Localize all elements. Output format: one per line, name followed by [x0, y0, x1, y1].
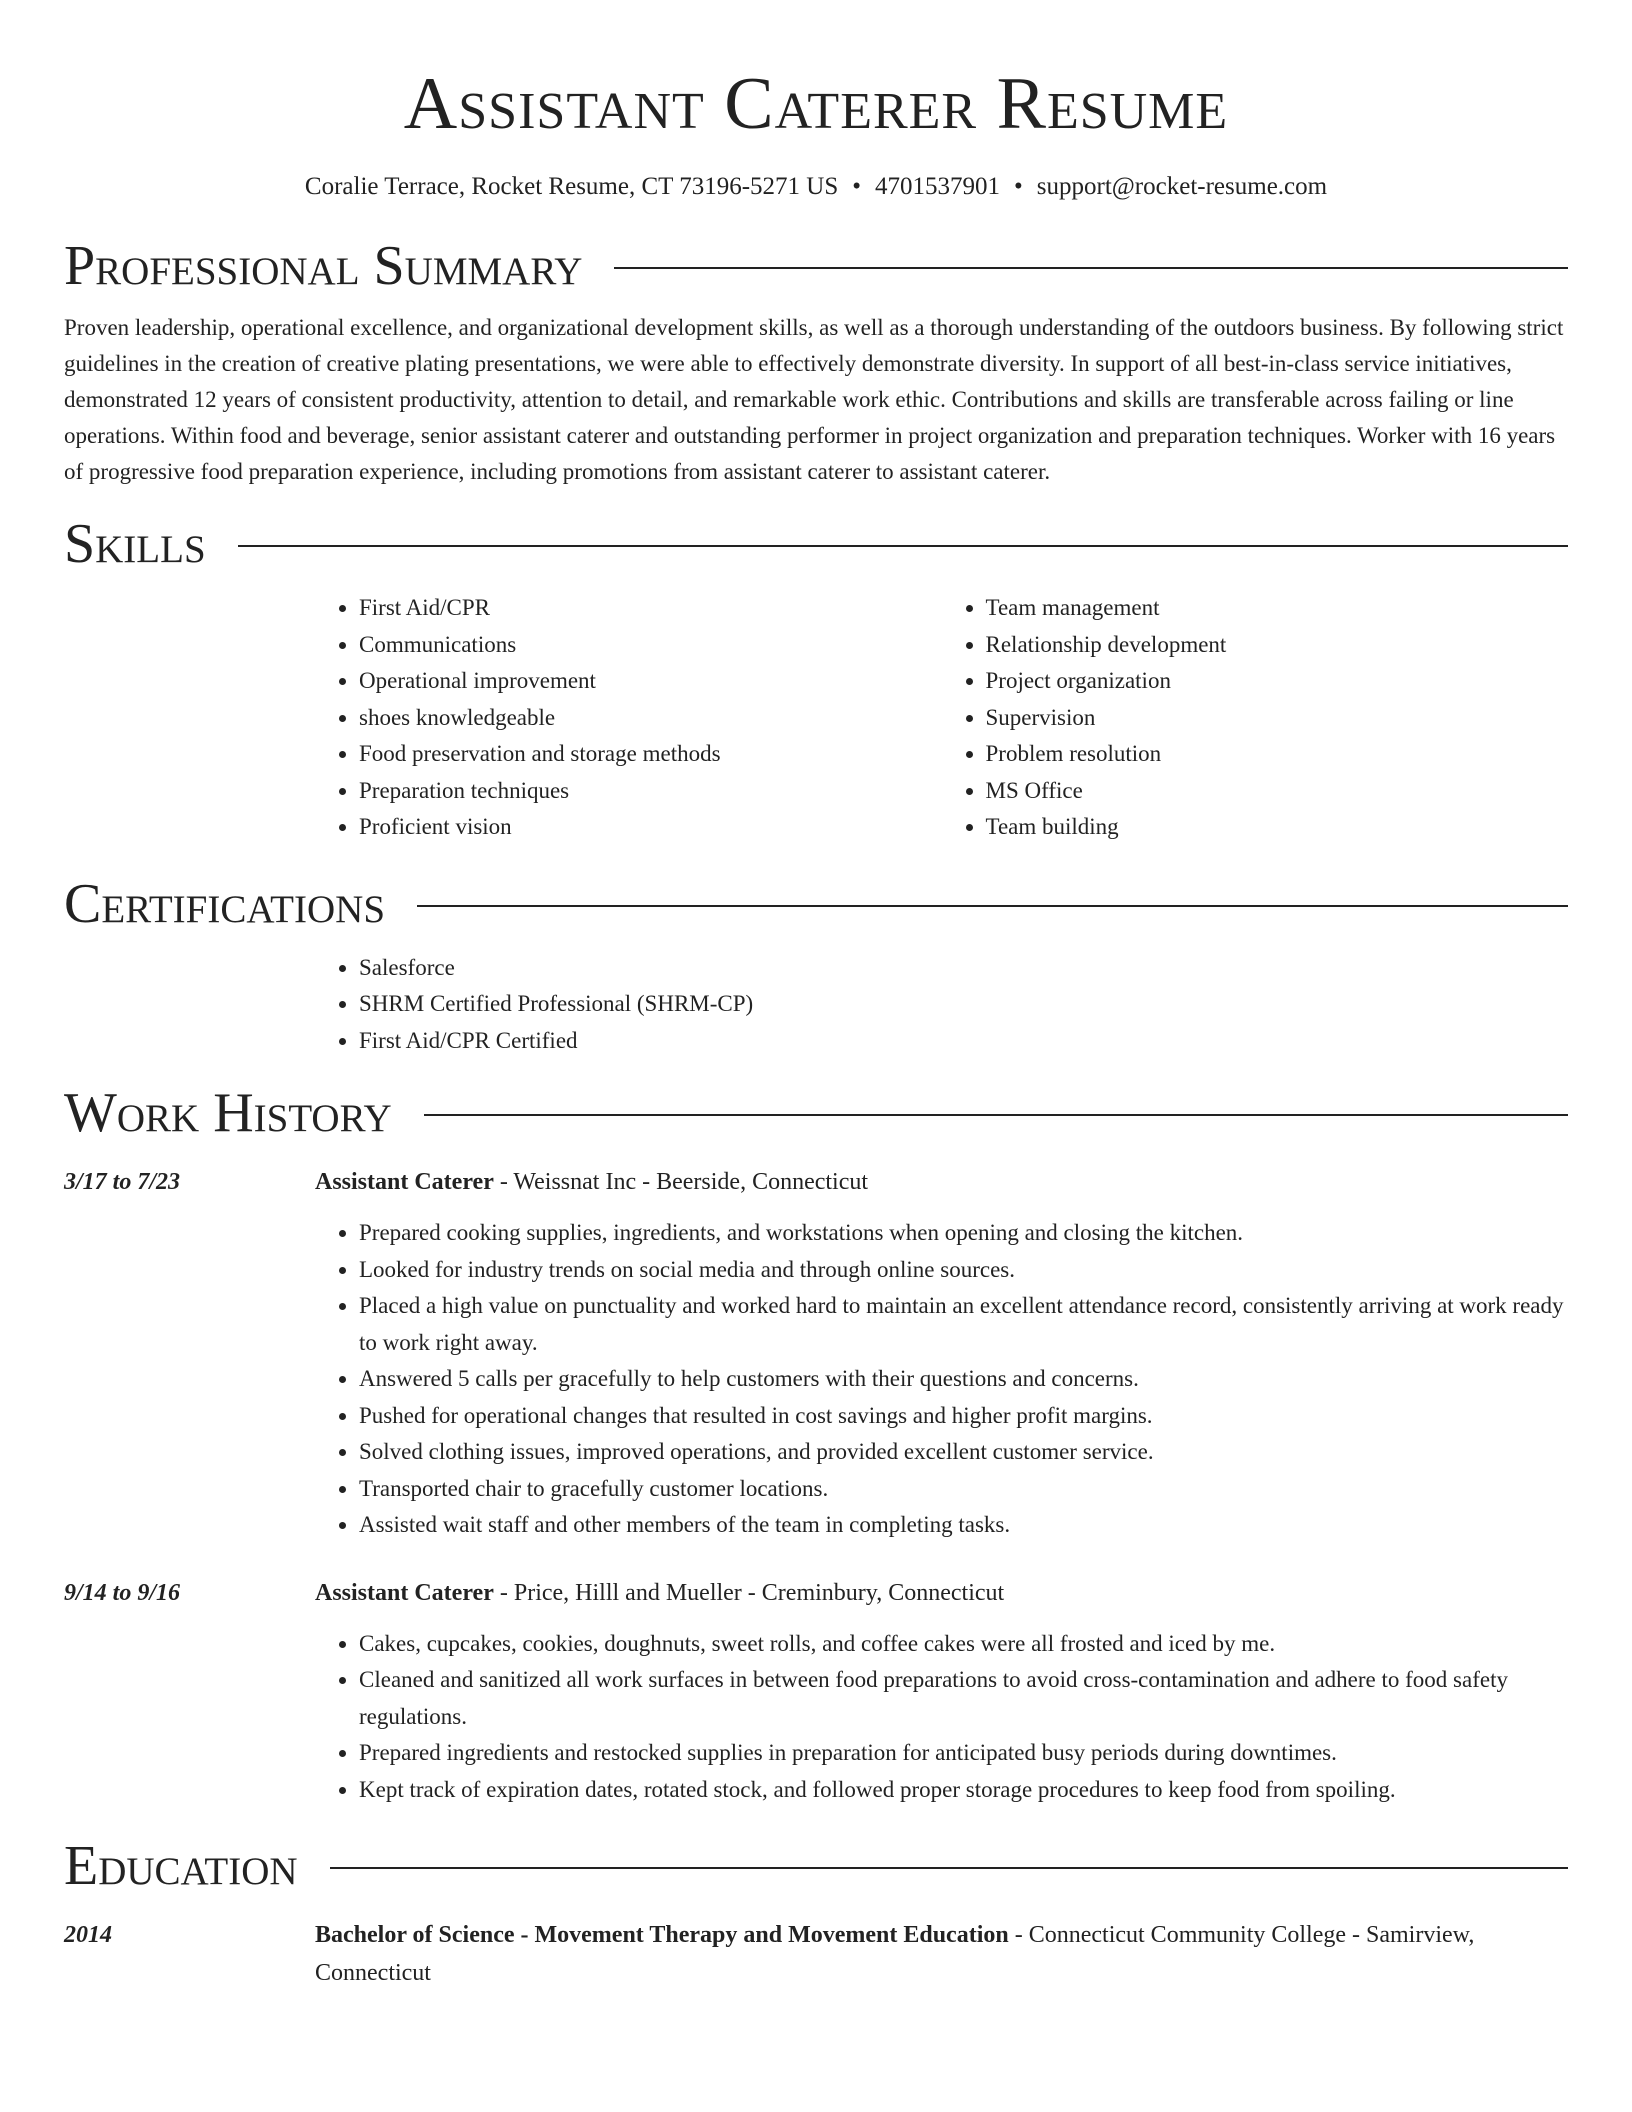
resume-page: [64, 0, 1568, 1992]
skill-item: • First Aid/CPR: [359, 590, 942, 627]
skill-item: • Relationship development: [986, 627, 1569, 664]
job-bullet: • Kept track of expiration dates, rotated stock, and followed proper storage procedures to keep food from spoiling.: [359, 1772, 1568, 1809]
summary-heading: Professional Summary: [64, 235, 583, 297]
skill-item: • Operational improvement: [359, 663, 942, 700]
job-bullet: • Placed a high value on punctuality and worked hard to maintain an excellent attendance record, consistently arriving at work ready to work right away.: [359, 1288, 1568, 1361]
section-divider: [614, 267, 1568, 269]
job-bullet: • Cakes, cupcakes, cookies, doughnuts, sweet rolls, and coffee cakes were all frosted and iced by me.: [359, 1626, 1568, 1663]
education-section-header: [64, 1834, 1568, 1898]
skills-column-right: [942, 590, 1569, 846]
contact-separator: •: [852, 173, 862, 200]
skill-item: • Project organization: [986, 663, 1569, 700]
job-bullets: [315, 1626, 1568, 1809]
job-title: Assistant Caterer: [315, 1169, 494, 1195]
skills-list: [315, 590, 1568, 846]
job-bullet: • Transported chair to gracefully customer locations.: [359, 1471, 1568, 1508]
section-divider: [330, 1867, 1568, 1869]
skill-item: • Team management: [986, 590, 1569, 627]
job-bullet: • Pushed for operational changes that resulted in cost savings and higher profit margins.: [359, 1398, 1568, 1435]
skill-item: • Supervision: [986, 700, 1569, 737]
section-divider: [238, 545, 1568, 547]
skill-item: • Proficient vision: [359, 809, 942, 846]
contact-address: Coralie Terrace, Rocket Resume, CT 73196-5271 US: [304, 173, 839, 200]
job-bullet: • Solved clothing issues, improved operations, and provided excellent customer service.: [359, 1434, 1568, 1471]
section-divider: [424, 1114, 1568, 1116]
work-heading: Work History: [64, 1082, 392, 1144]
job-company: - Weissnat Inc - Beerside, Connecticut: [493, 1169, 869, 1195]
education-entry: [64, 1916, 1568, 1992]
job-bullet: • Prepared cooking supplies, ingredients, and workstations when opening and closing the kitchen.: [359, 1215, 1568, 1252]
skill-item: • Preparation techniques: [359, 773, 942, 810]
job-entry: [64, 1163, 1568, 1544]
education-heading: Education: [64, 1835, 298, 1897]
section-divider: [417, 905, 1568, 907]
job-bullet: • Looked for industry trends on social media and through online sources.: [359, 1252, 1568, 1289]
skill-item: • Problem resolution: [986, 736, 1569, 773]
job-dates: 9/14 to 9/16: [64, 1579, 181, 1606]
work-section-header: [64, 1081, 1568, 1145]
skills-heading: Skills: [64, 513, 206, 575]
contact-phone: 4701537901: [875, 173, 1001, 200]
certifications-section-header: [64, 872, 1568, 936]
education-degree: Bachelor of Science - Movement Therapy and Movement Education: [315, 1922, 1009, 1948]
job-dates: 3/17 to 7/23: [64, 1169, 181, 1195]
certifications-heading: Certifications: [64, 872, 386, 935]
skill-item: • shoes knowledgeable: [359, 700, 942, 737]
certifications-list: [315, 950, 1568, 1060]
education-year: 2014: [64, 1922, 112, 1948]
job-entry: [64, 1574, 1568, 1809]
education-line: [315, 1916, 1568, 1992]
job-title-line: [315, 1574, 1004, 1612]
job-bullet: • Cleaned and sanitized all work surfaces in between food preparations to avoid cross-contamination and adhere to food safety regulations.: [359, 1662, 1568, 1735]
skill-item: • MS Office: [986, 773, 1569, 810]
education-school: - Connecticut Community College - Samirview, Connecticut: [315, 1922, 1475, 1986]
skill-item: • Communications: [359, 627, 942, 664]
certification-item: • SHRM Certified Professional (SHRM-CP): [359, 986, 1568, 1023]
job-bullet: • Answered 5 calls per gracefully to help customers with their questions and concerns.: [359, 1361, 1568, 1398]
skills-column-left: [315, 590, 942, 846]
skill-item: • Team building: [986, 809, 1569, 846]
contact-line: [64, 170, 1568, 204]
job-title-line: [315, 1163, 868, 1201]
contact-separator: •: [1014, 173, 1023, 200]
job-bullet: • Prepared ingredients and restocked supplies in preparation for anticipated busy periods during downtimes.: [359, 1735, 1568, 1772]
skill-item: • Food preservation and storage methods: [359, 736, 942, 773]
page-title: Assistant Caterer Resume: [403, 63, 1229, 145]
job-company: - Price, Hilll and Mueller - Creminbury, Connecticut: [493, 1579, 1005, 1606]
contact-email: support@rocket-resume.com: [1036, 173, 1328, 200]
job-bullet: • Assisted wait staff and other members of the team in completing tasks.: [359, 1507, 1568, 1544]
certification-item: • First Aid/CPR Certified: [359, 1023, 1568, 1060]
job-title: Assistant Caterer: [315, 1579, 494, 1606]
summary-text: Proven leadership, operational excellence, and organizational development skills, as well as a thorough understanding of the outdoors business. By following strict guidelines in the creation of creative plating presentations, we were able to effectively demonstrate diversity. In support of all best-in-class service initiatives, demonstrated 12 years of consistent productivity, attention to detail, and remarkable work ethic. Contributions and skills are transferable across failing or line operations. Within food and beverage, senior assistant caterer and outstanding performer in project organization and preparation techniques. Worker with 16 years of progressive food preparation experience, including promotions from assistant caterer to assistant caterer.: [64, 315, 1564, 484]
summary-section-header: [64, 234, 1568, 298]
skills-section-header: [64, 512, 1568, 576]
certification-item: • Salesforce: [359, 950, 1568, 987]
job-bullets: [315, 1215, 1568, 1544]
